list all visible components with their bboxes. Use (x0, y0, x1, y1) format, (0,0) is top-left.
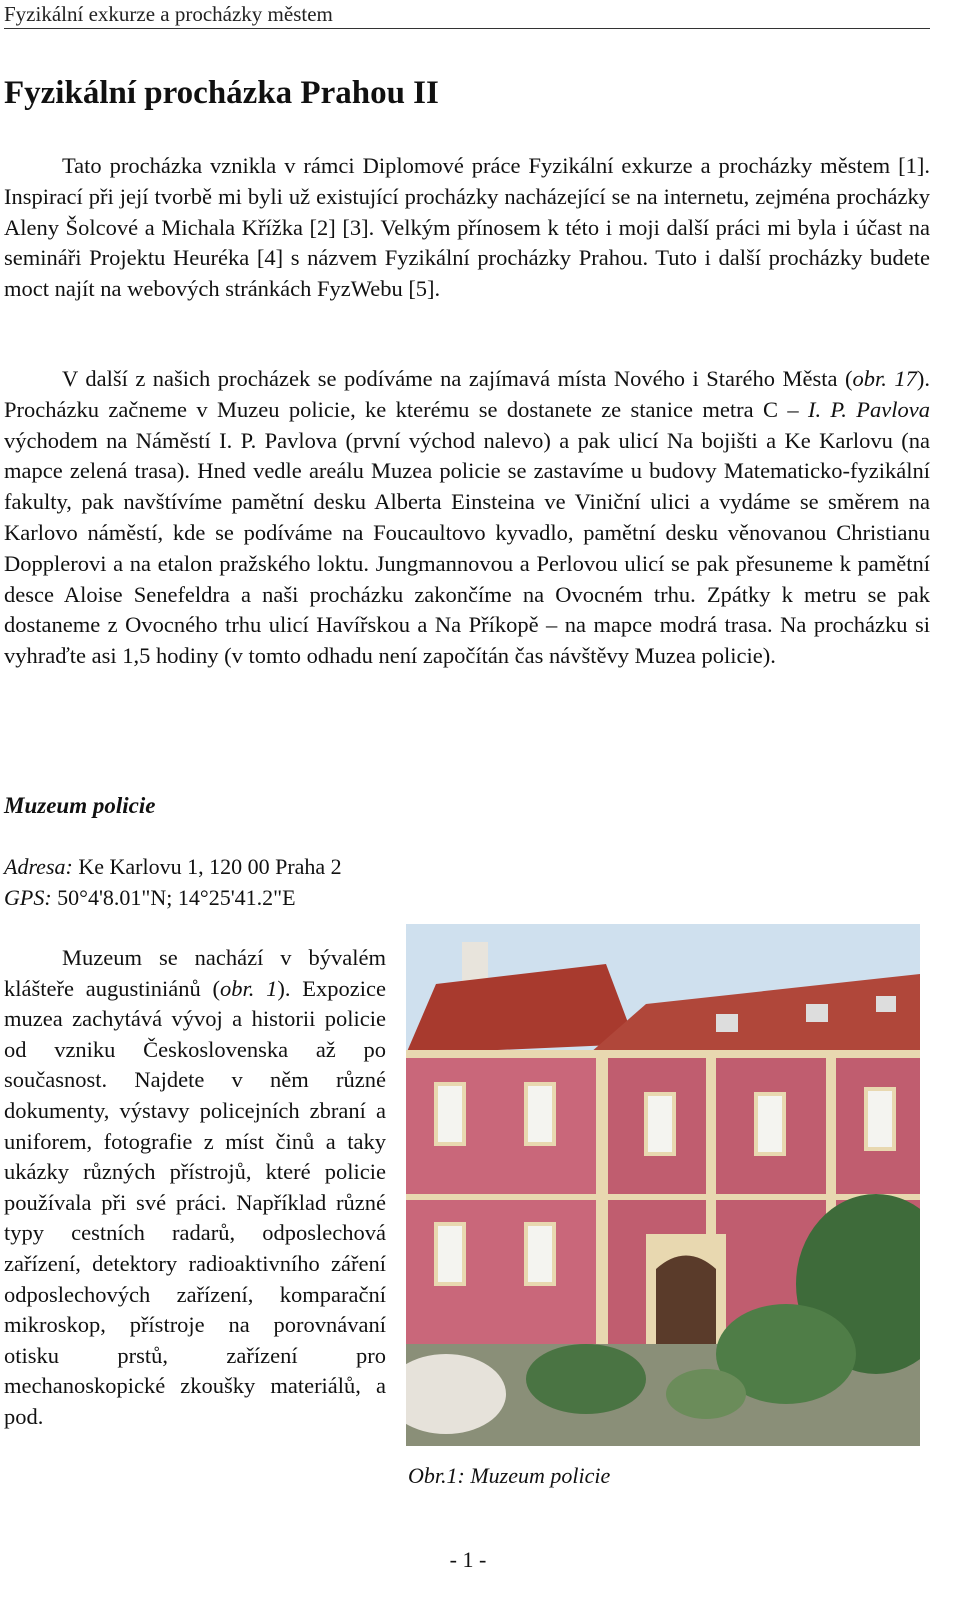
section-heading-muzeum: Muzeum policie (4, 793, 156, 818)
intro-p2-text-c: východem na Náměstí I. P. Pavlova (první východ nalevo) a pak ulicí Na bojišti a Ke Karlovu (na mapce zelená trasa). Hned vedle areálu Muzea policie se zastavíme u budovy Matematicko-fyzikální fakulty, pak navštívíme pamětní desku Alberta Einsteina ve Viniční ulici a vydáme se směrem na Karlovo náměstí, kde se podíváme na Foucaultovo kyvadlo, pamětní desku věnovanou Christianu Dopplerovi a na etalon pražského loktu. Jungmannovou a Perlovou ulicí se pak přesuneme k pamětní desce Aloise Senefeldra a naši procházku zakončíme na Ovocném trhu. Zpátky k metru se pak dostaneme z Ovocného trhu ulicí Havířskou a Na Příkopě – na mapce modrá trasa. Na procházku si vyhraďte asi 1,5 hodiny (v tomto odhadu není započítán čas návštěvy Muzea policie). (4, 427, 930, 669)
museum-text-a: Muzeum se nachází v bývalém klášteře augustiniánů ( (4, 945, 386, 1001)
intro-p2-text-b: ). Procházku začneme v Muzeu policie, ke kterému se dostanete ze stanice metra C – (4, 366, 931, 422)
photo-caption: Obr.1: Muzeum policie (408, 1463, 611, 1488)
intro-paragraph-1: Tato procházka vznikla v rámci Diplomové práce Fyzikální exkurze a procházky městem [1]. Inspirací při její tvorbě mi byli už existující procházky nacházející se na internetu, zejména procházky Aleny Šolcové a Michala Křížka [2] [3]. Velkým přínosem k této i moji další práci mi byla i účast na semináři Projektu Heuréka [4] s názvem Fyzikální procházky Prahou. Tuto i další procházky budete moct najít na webových stránkách FyzWebu [5]. (4, 153, 930, 302)
intro-paragraph-2 (4, 364, 930, 672)
gps-line (4, 883, 296, 913)
address-label: Adresa: (4, 854, 73, 879)
page-number: - 1 - (449, 1547, 487, 1572)
figure-reference-17: obr. 17 (852, 366, 917, 391)
metro-station-name: I. P. Pavlova (807, 396, 930, 422)
gps-label: GPS: (4, 885, 52, 910)
museum-description (4, 943, 386, 1433)
address-value: Ke Karlovu 1, 120 00 Praha 2 (72, 854, 342, 879)
running-head: Fyzikální exkurze a procházky městem (4, 0, 930, 29)
address-line (4, 852, 342, 882)
museum-text-b: ). Expozice muzea zachytává vývoj a historii policie od vzniku Československa až po současnost. Najdete v něm různé dokumenty, výstavy policejních zbraní a uniforem, fotografie z míst činů a taky ukázky různých přístrojů, které policie používala při své práci. Například různé typy cestních radarů, odposlechová zařízení, detektory radioaktivního záření odposlechových zařízení, komparační mikroskop, přístroje na porovnávaní otisku prstů, zařízení pro mechanoskopické zkoušky materiálů, a pod. (4, 975, 387, 1429)
figure-reference-1: obr. 1 (219, 975, 278, 1001)
page-title: Fyzikální procházka Prahou II (4, 75, 439, 111)
gps-value: 50°4'8.01"N; 14°25'41.2"E (51, 885, 296, 910)
museum-photo (406, 924, 920, 1446)
intro-p2-text-a: V další z našich procházek se podíváme na zajímavá místa Nového i Starého Města ( (62, 366, 853, 391)
building-photo-icon (406, 924, 920, 1446)
